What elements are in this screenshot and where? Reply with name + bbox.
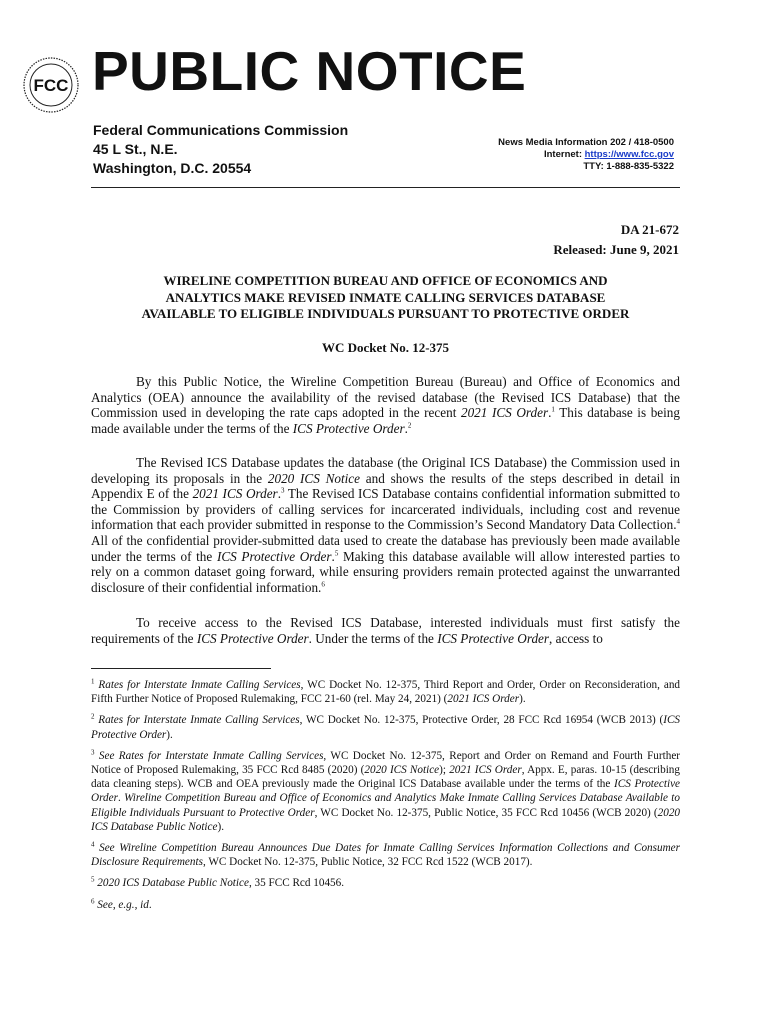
case-citation: 2021 ICS Order (192, 486, 278, 502)
fcc-website-link[interactable]: https://www.fcc.gov (584, 149, 674, 160)
footnote-1: $^1$ Rates for Interstate Inmate Calling Services, WC Docket No. 12-375, Third Report and Order, Order on Reconsideration, and Fifth Further Notice of Proposed Rulemaking, FCC 21-60 (rel. May 24, 2021) (2021 ICS Order). (91, 677, 681, 706)
footnote-3: $^3$ See Rates for Interstate Inmate Calling Services, WC Docket No. 12-375, Report and Order on Remand and Fourth Further Notice of Proposed Rulemaking, 35 FCC Rcd 8485 (2020) (2020 ICS Notice); 2021 ICS Order, Appx. E, paras. 10-15 (describing data cleaning steps). WCB and OEA previously made the Original ICS Database available under the terms of the ICS Protective Order. Wireline Competition Bureau and Office of Economics and Analytics Make Inmate Calling Services Database Available to Eligible Individuals Pursuant to Protective Order, WC Docket No. 12-375, Public Notice, 35 FCC Rcd 10456 (WCB 2020) (2020 ICS Database Public Notice). (91, 748, 681, 833)
document-meta (553, 220, 679, 260)
paragraph-3: To receive access to the Revised ICS Database, interested individuals must first satisfy the requirements of the ICS Protective Order. Under the terms of the ICS Protective Order, access to (91, 615, 680, 646)
case-citation: ICS Protective Order (292, 420, 405, 436)
news-media-line: News Media Information 202 / 418-0500 (498, 137, 674, 148)
footnote-ref[interactable]: 2 (407, 421, 412, 430)
agency-address (93, 121, 348, 178)
footnote-2: $^2$ Rates for Interstate Inmate Calling Services, WC Docket No. 12-375, Protective Order, 28 FCC Rcd 16954 (WCB 2013) (ICS Protective Order). (91, 712, 680, 741)
footnotes (91, 678, 680, 919)
internet-line (498, 149, 674, 161)
case-citation: ICS Protective Order (216, 548, 332, 564)
docket-number: WC Docket No. 12-375 (321, 340, 450, 355)
release-date: Released: June 9, 2021 (553, 242, 679, 257)
case-citation: ICS Protective Order (196, 630, 309, 646)
footnote-4: $^4$ See Wireline Competition Bureau Announces Due Dates for Inmate Calling Services Information Collections and Consumer Disclosure Requirements, WC Docket No. 12-375, Public Notice, 32 FCC Rcd 1522 (WCB 2017). (91, 840, 680, 869)
heading-line: WIRELINE COMPETITION BUREAU AND OFFICE OF ECONOMICS AND (163, 273, 608, 288)
footnote-5: $^5$ 2020 ICS Database Public Notice, 35 FCC Rcd 10456. (91, 875, 345, 890)
footnote-ref[interactable]: 3 (281, 486, 285, 495)
agency-name: Federal Communications Commission (93, 122, 349, 138)
seal-text: FCC (33, 76, 69, 95)
footnote-ref[interactable]: 1 (551, 405, 555, 414)
heading-line: AVAILABLE TO ELIGIBLE INDIVIDUALS PURSUANT TO PROTECTIVE ORDER (141, 306, 630, 321)
case-citation: ICS Protective Order (437, 630, 550, 646)
da-number: DA 21-672 (620, 222, 679, 237)
paragraph-1: By this Public Notice, the Wireline Competition Bureau (Bureau) and Office of Economics and Analytics (OEA) announce the availability of the revised database (the Revised ICS Database) that the Commission used in developing the rate caps adopted in the recent 2021 ICS Order.$^1$ This database is being made available under the terms of the ICS Protective Order.$^2$ (91, 374, 680, 436)
footnote-divider (91, 668, 271, 669)
internet-label: Internet: (543, 149, 582, 160)
tty-line: TTY: 1-888-835-5322 (583, 161, 674, 172)
footnote-ref[interactable]: 5 (334, 549, 339, 558)
footnote-ref[interactable]: 4 (676, 517, 680, 526)
page-title: PUBLIC NOTICE (92, 40, 527, 102)
fcc-seal-icon (22, 56, 80, 114)
paragraph-2: The Revised ICS Database updates the database (the Original ICS Database) the Commission used in developing its proposals in the 2020 ICS Notice and shows the results of the steps described in detail in Appendix E of the 2021 ICS Order.$^3$ The Revised ICS Database contains confidential information submitted to the Commission by providers of calling services for incarcerated individuals, including cost and revenue information that each provider submitted in response to the Commission’s Second Mandatory Data Collection.$^4$ All of the confidential provider-submitted data used to create the database has previously been made available under the terms of the ICS Protective Order.$^5$ Making this database available will allow interested parties to rely on a common dataset going forward, while ensuring providers remain protected against the unwarranted disclosure of their confidential information.$^6$ (91, 455, 680, 595)
heading-line: ANALYTICS MAKE REVISED INMATE CALLING SERVICES DATABASE (165, 289, 606, 305)
footnote-ref[interactable]: 6 (321, 580, 325, 589)
footnote-6: $^6$ See, e.g., id. (91, 896, 152, 911)
case-citation: 2021 ICS Order (460, 405, 549, 421)
agency-city: Washington, D.C. 20554 (93, 160, 252, 176)
case-citation: 2020 ICS Notice (267, 470, 361, 486)
notice-heading (91, 273, 680, 323)
agency-street: 45 L St., N.E. (93, 141, 178, 157)
header-divider (91, 187, 680, 188)
contact-info (498, 137, 674, 173)
